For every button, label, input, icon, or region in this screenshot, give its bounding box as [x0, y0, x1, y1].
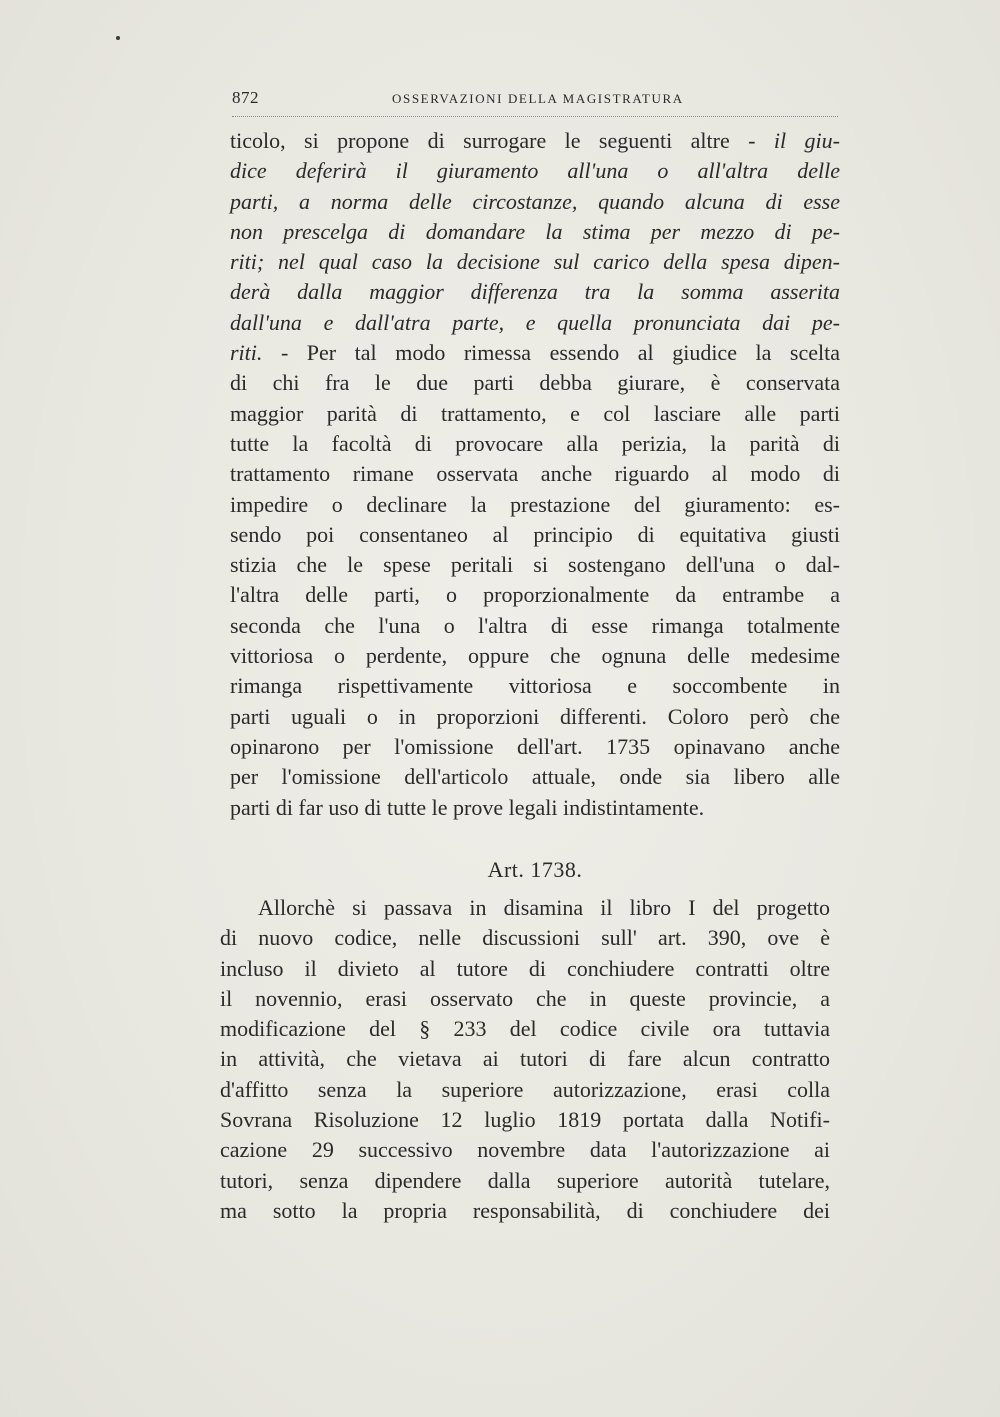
text-run: per l'omissione dell'articolo attuale, onde sia libero alle: [230, 764, 840, 790]
text-run: seconda che l'una o l'altra di esse rimanga totalmente: [230, 612, 840, 638]
text-line: [230, 671, 840, 701]
italic-text: riti; nel qual caso la decisione sul carico della spesa dipen-: [230, 249, 840, 275]
text-run: di chi fra le due parti debba giurare, è conservata: [230, 370, 840, 396]
text-line: [230, 641, 840, 671]
text-run: opinarono per l'omissione dell'art. 1735 opinavano anche: [230, 733, 840, 759]
text-line: tutori, senza dipendere dalla superiore autorità tutelare,: [220, 1167, 830, 1193]
text-line: [230, 550, 840, 580]
text-line: [230, 611, 840, 641]
text-line: [230, 702, 840, 732]
text-run: rimanga rispettivamente vittoriosa e soccombente in: [230, 673, 840, 699]
text-line: [230, 368, 840, 398]
text-line: [230, 762, 840, 792]
italic-text: riti.: [230, 340, 263, 366]
text-line: [230, 187, 840, 217]
text-line: il novennio, erasi osservato che in queste provincie, a: [220, 985, 830, 1011]
text-line: modificazione del § 233 del codice civile ora tuttavia: [220, 1016, 830, 1042]
text-line: incluso il divieto al tutore di conchiudere contratti oltre: [220, 955, 830, 981]
text-line: [230, 308, 840, 338]
text-line: [230, 580, 840, 610]
text-run: vittoriosa o perdente, oppure che ognuna delle medesime: [230, 643, 840, 669]
running-head: OSSERVAZIONI DELLA MAGISTRATURA: [392, 91, 684, 106]
text-line: [230, 520, 840, 550]
text-run: impedire o declinare la prestazione del giuramento: es-: [230, 491, 840, 517]
article-heading: Art. 1738.: [487, 857, 583, 882]
ink-speck: [116, 36, 120, 40]
italic-text: il giu-: [773, 128, 840, 153]
text-line: Allorchè si passava in disamina il libro I del progetto: [258, 895, 830, 920]
italic-text: dice deferirà il giuramento all'una o all'altra delle: [230, 158, 840, 184]
text-run: tutte la facoltà di provocare alla perizia, la parità di: [230, 430, 840, 456]
text-line: [230, 247, 840, 277]
text-run: maggior parità di trattamento, e col lasciare alle parti: [230, 400, 840, 426]
text-run: sendo poi consentaneo al principio di equitativa giusti: [230, 521, 840, 547]
paragraph-article-1738: [220, 893, 830, 1226]
italic-text: parti, a norma delle circostanze, quando alcuna di esse: [230, 188, 840, 214]
text-line: [230, 732, 840, 762]
text-run: parti di far uso di tutte le prove legali indistintamente.: [230, 794, 705, 820]
text-line: Sovrana Risoluzione 12 luglio 1819 portata dalla Notifi-: [220, 1107, 830, 1133]
text-line: [230, 793, 840, 823]
text-line: cazione 29 successivo novembre data l'autorizzazione ai: [220, 1137, 830, 1163]
page-header: [232, 86, 838, 117]
text-line: [230, 399, 840, 429]
text-line: [230, 126, 840, 156]
italic-text: dall'una e dall'atra parte, e quella pronunciata dai pe-: [230, 309, 840, 335]
text-line: [230, 490, 840, 520]
italic-text: derà dalla maggior differenza tra la somma asserita: [230, 279, 840, 305]
text-line: [230, 459, 840, 489]
text-run: - Per tal modo rimessa essendo al giudice la scelta: [262, 340, 840, 366]
text-run: trattamento rimane osservata anche riguardo al modo di: [230, 461, 840, 487]
text-line: d'affitto senza la superiore autorizzazione, erasi colla: [220, 1076, 830, 1102]
text-run: l'altra delle parti, o proporzionalmente da entrambe a: [230, 582, 840, 608]
italic-text: non prescelga di domandare la stima per mezzo di pe-: [230, 218, 840, 244]
page-number: 872: [232, 88, 259, 107]
text-line: [230, 429, 840, 459]
text-line: in attività, che vietava ai tutori di fare alcun contratto: [220, 1046, 830, 1072]
paragraph-continued: [230, 126, 840, 823]
text-line: ma sotto la propria responsabilità, di conchiudere dei: [220, 1197, 830, 1223]
text-line: [230, 277, 840, 307]
text-line: [230, 338, 840, 368]
text-line: [230, 156, 840, 186]
text-run: stizia che le spese peritali si sostengano dell'una o dal-: [230, 552, 840, 578]
text-run: ticolo, si propone di surrogare le seguenti altre -: [230, 128, 774, 153]
text-line: [230, 217, 840, 247]
text-run: parti uguali o in proporzioni differenti. Coloro però che: [230, 703, 840, 729]
text-line: di nuovo codice, nelle discussioni sull' art. 390, ove è: [220, 925, 830, 951]
